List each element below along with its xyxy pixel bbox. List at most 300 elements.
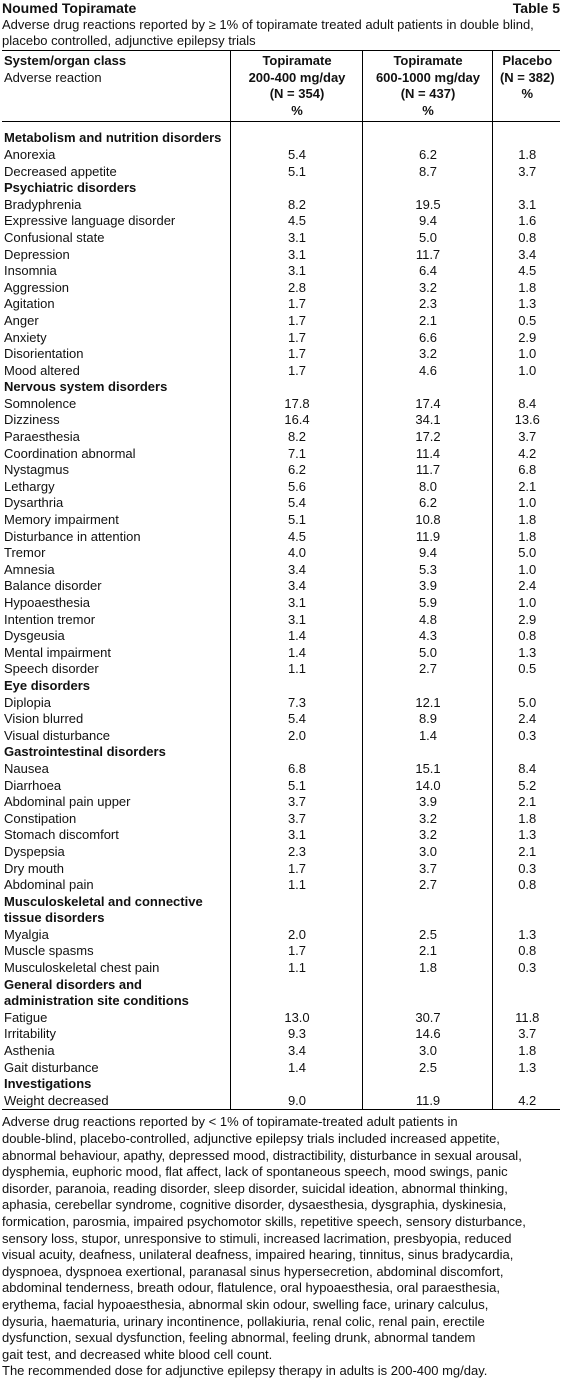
value-topiramate-high: 5.9 — [362, 595, 492, 612]
value-topiramate-low: 1.7 — [230, 363, 362, 380]
value-topiramate-low: 1.4 — [230, 645, 362, 662]
value-topiramate-high: 11.9 — [362, 1093, 492, 1110]
value-placebo: 1.3 — [492, 1060, 560, 1077]
reaction-name: Memory impairment — [4, 512, 119, 528]
category-row — [2, 180, 560, 197]
value-topiramate-low: 3.7 — [230, 811, 362, 828]
value-topiramate-high: 6.2 — [362, 495, 492, 512]
value-topiramate-high: 3.2 — [362, 280, 492, 297]
value-topiramate-high: 3.9 — [362, 578, 492, 595]
value-topiramate-high: 2.3 — [362, 296, 492, 313]
table-row — [2, 645, 560, 662]
table-row — [2, 213, 560, 230]
value-topiramate-high: 11.7 — [362, 247, 492, 264]
value-placebo: 1.0 — [492, 495, 560, 512]
value-topiramate-low: 4.5 — [230, 213, 362, 230]
value-topiramate-low: 3.1 — [230, 230, 362, 247]
category-name: tissue disorders — [4, 910, 105, 926]
value-placebo: 2.1 — [492, 844, 560, 861]
value-topiramate-low: 3.4 — [230, 1043, 362, 1060]
empty-cell — [362, 910, 492, 927]
category-name: Investigations — [4, 1076, 92, 1092]
value-placebo: 0.8 — [492, 943, 560, 960]
category-name: Musculoskeletal and connective — [4, 893, 203, 909]
table-row — [2, 197, 560, 214]
table-row — [2, 164, 560, 181]
empty-cell — [230, 977, 362, 994]
empty-cell — [362, 379, 492, 396]
reaction-name: Mood altered — [4, 362, 80, 378]
table-row — [2, 1060, 560, 1077]
empty-cell — [362, 993, 492, 1010]
table-row — [2, 280, 560, 297]
value-placebo: 1.8 — [492, 512, 560, 529]
footnote-line: dyspnoea, dyspnoea exertional, paranasal sinus hypersecretion, abdominal discomfort, — [2, 1263, 504, 1279]
table-row — [2, 943, 560, 960]
value-topiramate-high: 3.0 — [362, 844, 492, 861]
table-caption: Adverse drug reactions reported by ≥ 1% of topiramate treated adult patients in double blind, placebo controlled, adjunctive epilepsy trials — [2, 17, 534, 48]
category-row — [2, 977, 560, 994]
reaction-name: Amnesia — [4, 561, 55, 577]
value-topiramate-low: 9.0 — [230, 1093, 362, 1110]
value-topiramate-low: 16.4 — [230, 412, 362, 429]
column-header-topiramate-low: Topiramate 200-400 mg/day (N = 354) % — [230, 51, 362, 122]
adverse-reactions-table — [2, 50, 560, 1110]
value-placebo: 1.0 — [492, 363, 560, 380]
value-topiramate-low: 1.7 — [230, 313, 362, 330]
value-placebo: 1.3 — [492, 927, 560, 944]
value-topiramate-low: 5.4 — [230, 495, 362, 512]
value-placebo: 1.8 — [492, 280, 560, 297]
category-row — [2, 744, 560, 761]
value-placebo: 0.5 — [492, 313, 560, 330]
footnote-line: erythema, facial hypoaesthesia, abnormal skin odour, swelling face, urinary calculus, — [2, 1296, 489, 1312]
value-topiramate-low: 3.1 — [230, 827, 362, 844]
category-row — [2, 678, 560, 695]
table-row — [2, 728, 560, 745]
reaction-name: Intention tremor — [4, 611, 96, 627]
value-topiramate-high: 8.7 — [362, 164, 492, 181]
table-row — [2, 794, 560, 811]
value-placebo: 0.3 — [492, 960, 560, 977]
value-topiramate-high: 2.1 — [362, 313, 492, 330]
empty-cell — [230, 678, 362, 695]
value-placebo: 1.3 — [492, 645, 560, 662]
empty-cell — [230, 1076, 362, 1093]
value-topiramate-high: 6.6 — [362, 330, 492, 347]
table-row — [2, 695, 560, 712]
value-placebo: 5.0 — [492, 695, 560, 712]
value-topiramate-high: 2.5 — [362, 927, 492, 944]
empty-cell — [362, 977, 492, 994]
empty-cell — [492, 993, 560, 1010]
value-topiramate-low: 5.1 — [230, 164, 362, 181]
reaction-name: Bradyphrenia — [4, 196, 82, 212]
table-row — [2, 877, 560, 894]
category-row — [2, 379, 560, 396]
value-topiramate-high: 15.1 — [362, 761, 492, 778]
reaction-name: Insomnia — [4, 263, 57, 279]
value-topiramate-high: 9.4 — [362, 213, 492, 230]
reaction-name: Somnolence — [4, 395, 77, 411]
value-placebo: 1.6 — [492, 213, 560, 230]
value-placebo: 2.1 — [492, 794, 560, 811]
footnote-line: disorder, paranoia, reading disorder, sleep disorder, suicidal ideation, abnormal thinking, — [2, 1180, 508, 1196]
value-placebo: 5.2 — [492, 778, 560, 795]
value-placebo: 5.0 — [492, 545, 560, 562]
value-placebo: 0.8 — [492, 877, 560, 894]
reaction-name: Stomach discomfort — [4, 827, 119, 843]
reaction-name: Dyspepsia — [4, 843, 65, 859]
value-topiramate-low: 1.7 — [230, 861, 362, 878]
value-topiramate-low: 4.0 — [230, 545, 362, 562]
empty-cell — [362, 744, 492, 761]
value-topiramate-low: 9.3 — [230, 1026, 362, 1043]
value-topiramate-high: 30.7 — [362, 1010, 492, 1027]
empty-cell — [492, 1076, 560, 1093]
empty-cell — [492, 379, 560, 396]
value-topiramate-high: 2.7 — [362, 877, 492, 894]
reaction-name: Disorientation — [4, 346, 84, 362]
category-name: Metabolism and nutrition disorders — [4, 130, 222, 146]
value-placebo: 6.8 — [492, 462, 560, 479]
empty-cell — [492, 678, 560, 695]
value-topiramate-high: 3.2 — [362, 346, 492, 363]
value-placebo: 3.7 — [492, 1026, 560, 1043]
reaction-name: Tremor — [4, 545, 46, 561]
value-topiramate-high: 3.7 — [362, 861, 492, 878]
empty-cell — [230, 379, 362, 396]
document-title: Noumed Topiramate — [2, 0, 137, 16]
value-topiramate-high: 14.6 — [362, 1026, 492, 1043]
value-topiramate-low: 1.7 — [230, 943, 362, 960]
value-placebo: 2.1 — [492, 479, 560, 496]
value-topiramate-high: 2.5 — [362, 1060, 492, 1077]
value-topiramate-low: 1.4 — [230, 628, 362, 645]
value-topiramate-high: 3.9 — [362, 794, 492, 811]
value-topiramate-high: 14.0 — [362, 778, 492, 795]
value-placebo: 1.0 — [492, 595, 560, 612]
table-row — [2, 296, 560, 313]
table-row — [2, 346, 560, 363]
empty-cell — [362, 678, 492, 695]
value-topiramate-high: 11.4 — [362, 446, 492, 463]
value-topiramate-low: 1.7 — [230, 330, 362, 347]
value-topiramate-low: 7.1 — [230, 446, 362, 463]
value-topiramate-high: 9.4 — [362, 545, 492, 562]
empty-cell — [492, 130, 560, 147]
table-row — [2, 446, 560, 463]
value-topiramate-high: 8.9 — [362, 711, 492, 728]
category-row — [2, 910, 560, 927]
reaction-name: Fatigue — [4, 1009, 48, 1025]
empty-cell — [362, 130, 492, 147]
value-topiramate-high: 17.2 — [362, 429, 492, 446]
category-row — [2, 130, 560, 147]
value-placebo: 0.8 — [492, 628, 560, 645]
value-placebo: 3.4 — [492, 247, 560, 264]
value-topiramate-high: 6.4 — [362, 263, 492, 280]
value-topiramate-low: 5.1 — [230, 778, 362, 795]
value-placebo: 0.8 — [492, 230, 560, 247]
value-topiramate-low: 2.3 — [230, 844, 362, 861]
value-topiramate-low: 2.0 — [230, 927, 362, 944]
footnote-line: dysphemia, euphoric mood, flat affect, lack of spontaneous speech, mood swings, panic — [2, 1164, 508, 1180]
table-row — [2, 512, 560, 529]
reaction-name: Visual disturbance — [4, 727, 110, 743]
reaction-name: Confusional state — [4, 229, 105, 245]
table-row — [2, 412, 560, 429]
category-name: Nervous system disorders — [4, 379, 168, 395]
table-row — [2, 562, 560, 579]
value-placebo: 0.5 — [492, 661, 560, 678]
value-topiramate-high: 19.5 — [362, 197, 492, 214]
footnote-line: double-blind, placebo-controlled, adjunctive epilepsy trials included increased appetite, — [2, 1131, 500, 1146]
reaction-name: Irritability — [4, 1026, 57, 1042]
table-row — [2, 861, 560, 878]
value-placebo: 3.7 — [492, 164, 560, 181]
value-topiramate-high: 3.2 — [362, 811, 492, 828]
category-name: administration site conditions — [4, 993, 189, 1009]
reaction-name: Anxiety — [4, 329, 47, 345]
reaction-name: Myalgia — [4, 926, 49, 942]
table-row — [2, 927, 560, 944]
reaction-name: Dry mouth — [4, 860, 64, 876]
document-header — [2, 0, 560, 17]
empty-cell — [230, 180, 362, 197]
value-placebo: 1.3 — [492, 827, 560, 844]
value-topiramate-high: 8.0 — [362, 479, 492, 496]
footnote-line: Adverse drug reactions reported by < 1% of topiramate-treated adult patients in — [2, 1114, 458, 1130]
value-topiramate-low: 17.8 — [230, 396, 362, 413]
reaction-name: Depression — [4, 246, 70, 262]
value-topiramate-low: 1.1 — [230, 877, 362, 894]
value-topiramate-low: 2.0 — [230, 728, 362, 745]
table-row — [2, 462, 560, 479]
value-topiramate-low: 5.6 — [230, 479, 362, 496]
reaction-name: Weight decreased — [2, 1093, 230, 1110]
table-row — [2, 479, 560, 496]
value-topiramate-low: 6.8 — [230, 761, 362, 778]
value-placebo: 4.2 — [492, 1093, 560, 1110]
value-topiramate-high: 11.9 — [362, 529, 492, 546]
category-name: Eye disorders — [4, 677, 90, 693]
value-topiramate-high: 3.2 — [362, 827, 492, 844]
reaction-name: Coordination abnormal — [4, 445, 136, 461]
value-topiramate-low: 3.7 — [230, 794, 362, 811]
value-placebo: 8.4 — [492, 396, 560, 413]
reaction-name: Agitation — [4, 296, 55, 312]
table-row — [2, 1093, 560, 1110]
reaction-name: Balance disorder — [4, 578, 102, 594]
reaction-name: Diplopia — [4, 694, 51, 710]
value-topiramate-low: 1.1 — [230, 960, 362, 977]
value-placebo: 2.9 — [492, 330, 560, 347]
table-row — [2, 628, 560, 645]
reaction-name: Anger — [4, 312, 39, 328]
value-placebo: 1.3 — [492, 296, 560, 313]
value-topiramate-high: 6.2 — [362, 147, 492, 164]
value-placebo: 0.3 — [492, 728, 560, 745]
table-row — [2, 495, 560, 512]
empty-cell — [362, 180, 492, 197]
value-placebo: 1.0 — [492, 562, 560, 579]
value-topiramate-low: 6.2 — [230, 462, 362, 479]
value-topiramate-low: 5.1 — [230, 512, 362, 529]
value-topiramate-high: 3.0 — [362, 1043, 492, 1060]
table-row — [2, 1026, 560, 1043]
reaction-name: Decreased appetite — [4, 163, 117, 179]
value-topiramate-low: 2.8 — [230, 280, 362, 297]
table-row — [2, 1043, 560, 1060]
reaction-name: Diarrhoea — [4, 777, 62, 793]
value-placebo: 4.2 — [492, 446, 560, 463]
value-topiramate-high: 5.0 — [362, 230, 492, 247]
reaction-name: Gait disturbance — [4, 1059, 99, 1075]
empty-cell — [362, 1076, 492, 1093]
value-topiramate-low: 1.7 — [230, 346, 362, 363]
reaction-name: Anorexia — [4, 146, 56, 162]
table-row — [2, 396, 560, 413]
reaction-name: Constipation — [4, 810, 77, 826]
value-placebo: 8.4 — [492, 761, 560, 778]
value-topiramate-low: 1.1 — [230, 661, 362, 678]
value-topiramate-high: 11.7 — [362, 462, 492, 479]
value-topiramate-low: 3.1 — [230, 595, 362, 612]
column-header-placebo: Placebo (N = 382) % — [492, 51, 560, 122]
table-row — [2, 960, 560, 977]
value-placebo: 1.8 — [492, 811, 560, 828]
empty-cell — [492, 744, 560, 761]
table-label: Table 5 — [512, 0, 560, 16]
table-footnote — [2, 1114, 560, 1380]
value-topiramate-high: 2.7 — [362, 661, 492, 678]
empty-cell — [362, 894, 492, 911]
value-topiramate-high: 1.8 — [362, 960, 492, 977]
value-placebo: 2.4 — [492, 711, 560, 728]
column-header-class: System/organ class Adverse reaction — [2, 51, 230, 122]
reaction-name: Hypoaesthesia — [4, 595, 90, 610]
table-row — [2, 827, 560, 844]
reaction-name: Muscle spasms — [4, 943, 94, 959]
value-topiramate-high: 5.3 — [362, 562, 492, 579]
value-placebo: 2.9 — [492, 612, 560, 629]
table-row — [2, 612, 560, 629]
footnote-line: aphasia, cerebellar syndrome, cognitive disorder, dysaesthesia, dysgraphia, dyskinesia, — [2, 1197, 507, 1213]
value-placebo: 3.1 — [492, 197, 560, 214]
table-row — [2, 529, 560, 546]
category-name: General disorders and — [4, 976, 142, 992]
empty-cell — [230, 894, 362, 911]
table-row — [2, 147, 560, 164]
value-topiramate-high: 17.4 — [362, 396, 492, 413]
reaction-name: Dysgeusia — [4, 628, 65, 644]
reaction-name: Paraesthesia — [4, 429, 80, 445]
reaction-name: Aggression — [4, 279, 70, 295]
table-row — [2, 1010, 560, 1027]
table-header-row — [2, 51, 560, 122]
reaction-name: Expressive language disorder — [4, 213, 176, 229]
value-topiramate-high: 10.8 — [362, 512, 492, 529]
value-topiramate-high: 2.1 — [362, 943, 492, 960]
table-row — [2, 661, 560, 678]
value-topiramate-high: 4.6 — [362, 363, 492, 380]
value-topiramate-low: 3.1 — [230, 612, 362, 629]
value-topiramate-low: 8.2 — [230, 197, 362, 214]
table-body — [2, 122, 560, 1110]
empty-cell — [492, 894, 560, 911]
value-placebo: 1.8 — [492, 1043, 560, 1060]
table-row — [2, 844, 560, 861]
reaction-name: Asthenia — [4, 1043, 55, 1059]
reaction-name: Mental impairment — [4, 644, 111, 660]
table-row — [2, 247, 560, 264]
footnote-line: formication, parosmia, impaired psychomotor skills, repetitive speech, sensory disturbance, — [2, 1213, 526, 1229]
footnote-text — [2, 1114, 560, 1363]
category-name: Psychiatric disorders — [4, 180, 137, 196]
table-row — [2, 429, 560, 446]
table-row — [2, 595, 560, 612]
reaction-name: Dysarthria — [4, 495, 64, 511]
value-topiramate-low: 13.0 — [230, 1010, 362, 1027]
table-spacer-row — [2, 122, 560, 131]
reaction-name: Vision blurred — [4, 711, 84, 727]
value-topiramate-low: 8.2 — [230, 429, 362, 446]
table-row — [2, 545, 560, 562]
table-row — [2, 578, 560, 595]
value-topiramate-low: 1.4 — [230, 1060, 362, 1077]
footnote-line: sensory loss, stupor, unresponsive to stimuli, increased lacrimation, presbyopia, reduced — [2, 1230, 512, 1246]
table-row — [2, 811, 560, 828]
table-row — [2, 230, 560, 247]
table-row — [2, 313, 560, 330]
reaction-name: Nausea — [4, 760, 49, 776]
value-topiramate-low: 3.4 — [230, 562, 362, 579]
value-placebo: 0.3 — [492, 861, 560, 878]
empty-cell — [230, 910, 362, 927]
value-placebo: 1.8 — [492, 147, 560, 164]
category-row — [2, 993, 560, 1010]
value-placebo: 4.5 — [492, 263, 560, 280]
empty-cell — [492, 910, 560, 927]
reaction-name: Lethargy — [4, 478, 55, 494]
value-placebo: 2.4 — [492, 578, 560, 595]
empty-cell — [230, 744, 362, 761]
value-placebo: 1.8 — [492, 529, 560, 546]
value-placebo: 11.8 — [492, 1010, 560, 1027]
value-topiramate-low: 5.4 — [230, 711, 362, 728]
value-topiramate-low: 1.7 — [230, 296, 362, 313]
category-row — [2, 1076, 560, 1093]
value-topiramate-low: 4.5 — [230, 529, 362, 546]
reaction-name: Nystagmus — [4, 462, 70, 478]
value-topiramate-low: 3.1 — [230, 263, 362, 280]
empty-cell — [492, 180, 560, 197]
value-topiramate-low: 3.1 — [230, 247, 362, 264]
value-placebo: 1.0 — [492, 346, 560, 363]
category-name: Gastrointestinal disorders — [4, 744, 166, 760]
value-topiramate-high: 5.0 — [362, 645, 492, 662]
value-topiramate-high: 12.1 — [362, 695, 492, 712]
table-row — [2, 761, 560, 778]
empty-cell — [230, 130, 362, 147]
reaction-name: Abdominal pain upper — [4, 794, 131, 810]
table-row — [2, 330, 560, 347]
footnote-line: dysfunction, sexual dysfunction, feeling abnormal, feeling drunk, abnormal tandem — [2, 1330, 476, 1346]
reaction-name: Abdominal pain — [4, 877, 94, 893]
empty-cell — [492, 977, 560, 994]
value-topiramate-high: 4.3 — [362, 628, 492, 645]
